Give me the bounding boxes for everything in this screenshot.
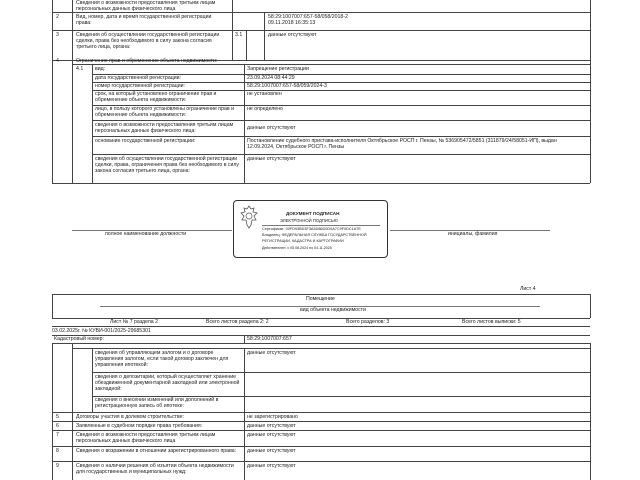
extract-sheets-total: Всего листов выписки: 5 — [462, 319, 521, 325]
stamp-title: ДОКУМЕНТ ПОДПИСАН — [286, 211, 340, 216]
row-value: не зарегистрировано — [247, 414, 298, 420]
electronic-signature-stamp — [233, 200, 388, 258]
row-text: Сведения о наличии решения об изъятии объекта недвижимости для государственных и муниципальных нужд: — [76, 463, 234, 475]
stamp-subtitle: ЭЛЕКТРОННОЙ ПОДПИСЬЮ — [280, 218, 338, 223]
section-sheets-total: Всего листов раздела 2: 2 — [206, 319, 269, 325]
encumbrance-value: Постановление судебного пристава-исполнителя Октябрьское РОСП г. Пензы, № 536905472/5851 (311879/24/58051-ИП), выдан 12.09.2024, Октябрьское РОСП г. Пензы — [247, 138, 557, 150]
row-number: 3 — [56, 32, 59, 38]
encumbrance-label: номер государственной регистрации: — [95, 83, 186, 89]
cadastral-number: 58:29:1007007:657 — [247, 336, 292, 342]
encumbrance-label: сведения об осуществлении государственной регистрации сделки, права, ограничения права без необходимого в силу закона согласия третьего лица, органа: — [95, 156, 239, 174]
row-value: данные отсутствуют — [247, 423, 296, 429]
position-caption: полное наименование должности — [105, 231, 187, 237]
row-number: 4 — [56, 58, 59, 64]
encumbrance-value: Запрещение регистрации — [247, 66, 309, 72]
encumbrance-label: основание государственной регистрации: — [95, 138, 196, 144]
row-text: Договоры участия в долевом строительстве: — [76, 414, 184, 420]
row-value: данные отсутствуют — [247, 432, 296, 438]
row-number: 9 — [56, 463, 59, 469]
encumbrance-value: данные отсутствуют — [247, 125, 296, 131]
row-value: 58:29:1007007:657-58/058/2018-2 09.11.2018 16:35:13 — [268, 14, 348, 26]
sheet-number: Лист 4 — [520, 286, 536, 292]
row-text: Сведения о возможности предоставления третьим лицам персональных данных физического лица — [76, 0, 216, 12]
row-number: 7 — [56, 432, 59, 438]
row-subnumber: 3.1 — [235, 32, 243, 38]
row-number: 6 — [56, 423, 59, 429]
sub-row-label: сведения об управляющем залогом и о договоре управления залогом, если такой договор заключен для управления ипотекой: — [95, 350, 229, 368]
stamp-line: Владелец: ФЕДЕРАЛЬНАЯ СЛУЖБА ГОСУДАРСТВЕННОЙ — [262, 233, 367, 237]
section-sheet: Лист № 7 раздела 2 — [110, 319, 158, 325]
encumbrance-value: 23.09.2024 08:44:29 — [247, 75, 295, 81]
encumbrance-label: вид: — [95, 66, 106, 72]
row-text: Заявленные в судебном порядке права требования: — [76, 423, 203, 429]
row-text: Ограничение прав и обременение объекта недвижимости: — [76, 58, 218, 64]
encumbrance-label: сведения о возможности предоставления третьим лицам персональных данных физического лица: — [95, 122, 234, 134]
row-value: данные отсутствуют — [247, 448, 296, 454]
row-number: 8 — [56, 448, 59, 454]
row-text: Вид, номер, дата и время государственной регистрации права: — [76, 14, 212, 26]
row-text: Сведения о возражении в отношении зарегистрированного права: — [76, 448, 237, 454]
encumbrance-value: не определено — [247, 106, 283, 112]
encumbrance-label: срок, на который установлено ограничение прав и обременение объекта недвижимости: — [95, 91, 217, 103]
stamp-line: РЕГИСТРАЦИИ, КАДАСТРА И КАРТОГРАФИИ — [262, 239, 344, 243]
row-text: Сведения о возможности предоставления третьим лицам персональных данных физического лица — [76, 432, 216, 444]
row-value: данные отсутствуют — [247, 463, 296, 469]
row-text: Сведения об осуществлении государственной регистрации сделки, права без необходимого в силу закона согласия третьего лица, органа: — [76, 32, 220, 50]
initials-caption: инициалы, фамилия — [448, 231, 498, 237]
encumbrance-label: лицо, в пользу которого установлены ограничение прав и обременение объекта недвижимости: — [95, 106, 234, 118]
extract-page-bottom — [0, 282, 640, 480]
object-type: Помещение — [306, 296, 335, 302]
row-value: данные отсутствуют — [268, 32, 317, 38]
sub-row-label: сведения о депозитарии, который осуществляет хранение обездвиженной документарной закладной или электронной закладной: — [95, 374, 240, 392]
encumbrance-value: 58:29:1007007:657-58/059/2024-3 — [247, 83, 327, 89]
object-type-caption: вид объекта недвижимости — [300, 307, 366, 313]
row-number: 2 — [56, 14, 59, 20]
extract-date-number: 03.02.2025г. № КУВИ-001/2025-29685301 — [52, 328, 151, 334]
sub-row-label: сведения о внесении изменений или дополнений в регистрационную запись об ипотеке: — [95, 397, 219, 409]
row-number: 5 — [56, 414, 59, 420]
emblem-icon — [239, 205, 259, 229]
sections-total: Всего разделов: 3 — [346, 319, 390, 325]
encumbrance-label: дата государственной регистрации: — [95, 75, 181, 81]
stamp-line: Сертификат: 00FD93BD3F3A5D86D0D0A7C9F0DC1A7E — [262, 227, 361, 231]
sub-row-value: данные отсутствуют — [247, 350, 296, 356]
encumbrance-value: не установлен — [247, 91, 282, 97]
encumbrance-subnumber: 4.1 — [76, 66, 84, 72]
cadastral-label: Кадастровый номер: — [54, 336, 104, 342]
encumbrance-value: данные отсутствуют — [247, 156, 296, 162]
stamp-line: Действителен: с 05.08.2024 по 04.11.2025 — [262, 246, 332, 250]
